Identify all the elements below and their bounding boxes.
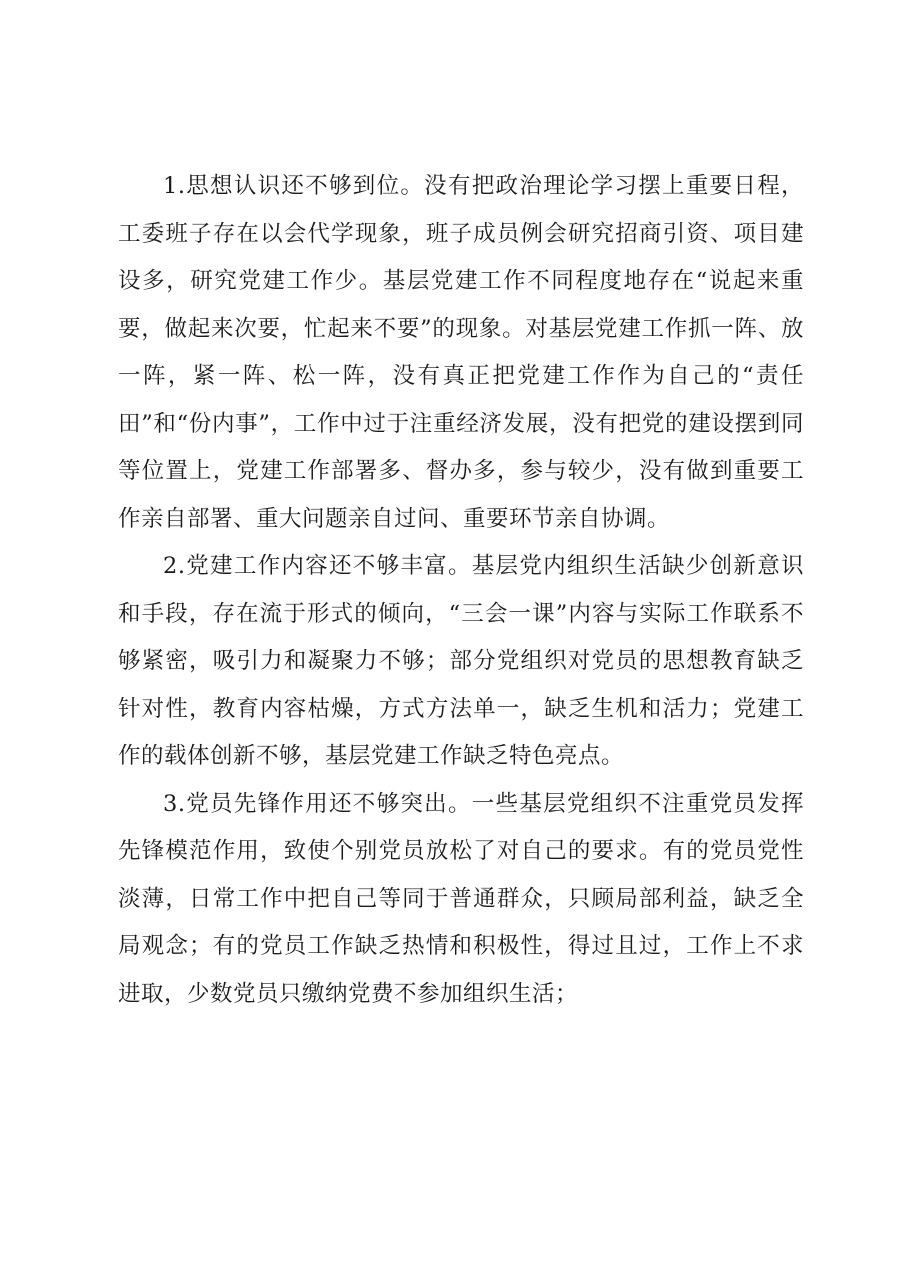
paragraph-1: 1.思想认识还不够到位。没有把政治理论学习摆上重要日程，工委班子存在以会代学现象，班子成员例会研究招商引资、项目建设多，研究党建工作少。基层党建工作不同程度地存在“说起来重要，做起来次要，忙起来不要”的现象。对基层党建工作抓一阵、放一阵，紧一阵、松一阵，没有真正把党建工作作为自己的“责任田”和“份内事”，工作中过于注重经济发展，没有把党的建设摆到同等位置上，党建工作部署多、督办多，参与较少，没有做到重要工作亲自部署、重大问题亲自过问、重要环节亲自协调。 (118, 173, 804, 532)
paragraph-2: 2.党建工作内容还不够丰富。基层党内组织生活缺少创新意识和手段，存在流于形式的倾向，“三会一课”内容与实际工作联系不够紧密，吸引力和凝聚力不够；部分党组织对党员的思想教育缺乏针对性，教育内容枯燥，方式方法单一，缺乏生机和活力；党建工作的载体创新不够，基层党建工作缺乏特色亮点。 (118, 553, 804, 769)
document-body (118, 163, 804, 1018)
paragraph-3: 3.党员先锋作用还不够突出。一些基层党组织不注重党员发挥先锋模范作用，致使个别党员放松了对自己的要求。有的党员党性淡薄，日常工作中把自己等同于普通群众，只顾局部利益，缺乏全局观念；有的党员工作缺乏热情和积极性，得过且过，工作上不求进取，少数党员只缴纳党费不参加组织生活； (118, 790, 804, 1007)
